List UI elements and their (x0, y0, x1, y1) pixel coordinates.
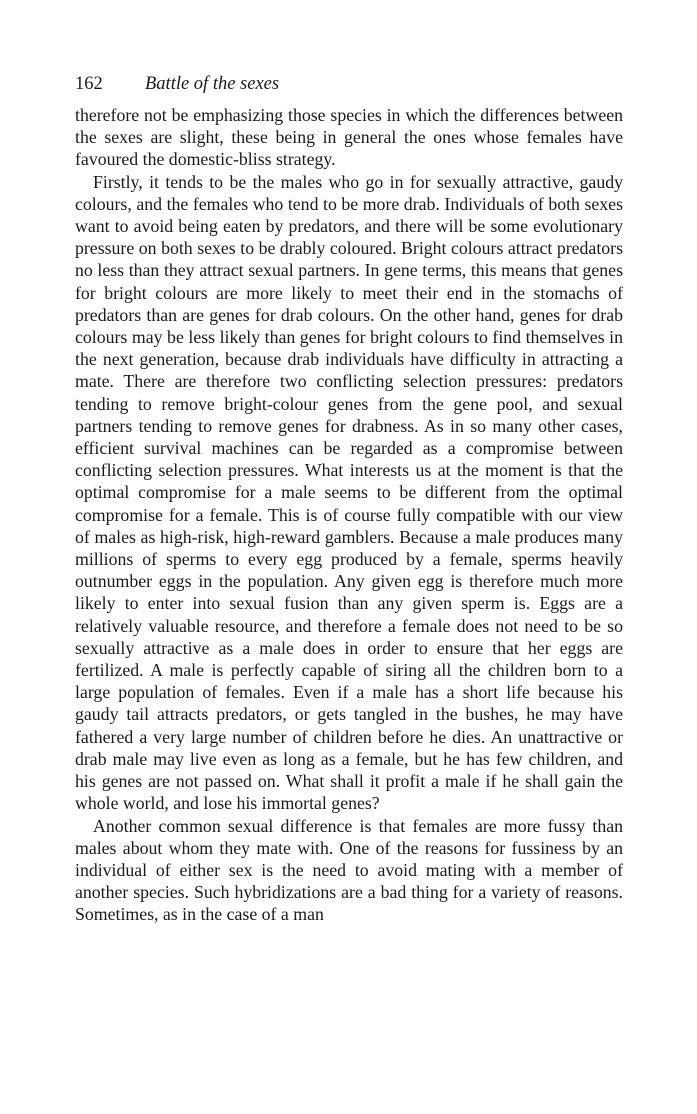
running-title: Battle of the sexes (145, 74, 280, 94)
page-number: 162 (75, 74, 103, 94)
paragraph-continued: therefore not be emphasizing those species in which the differences between the sexes are slight, these being in general the ones whose females have favoured the domestic-bliss strategy. (75, 105, 623, 170)
paragraph-fussiness: Another common sexual difference is that females are more fussy than males about whom they mate with. One of the reasons for fussiness by an individual of either sex is the need to avoid mating with a member of another species. Such hybridizations are a bad thing for a variety of reasons. Sometimes, as in the case of a man (75, 815, 623, 925)
body-text (75, 104, 623, 926)
running-head (75, 64, 623, 104)
paragraph-colours: Firstly, it tends to be the males who go in for sexually attractive, gaudy colours, and the females who tend to be more drab. Individuals of both sexes want to avoid being eaten by predators, and there will be some evolutionary pressure on both sexes to be drably coloured. Bright colours attract predators no less than they attract sexual partners. In gene terms, this means that genes for bright colours are more likely to meet their end in the stomachs of predators than are genes for drab colours. On the other hand, genes for drab colours may be less likely than genes for bright colours to find themselves in the next generation, because drab individuals have difficulty in attracting a mate. There are therefore two conflicting selection pressures: predators tending to remove bright-colour genes from the gene pool, and sexual partners tending to remove genes for drabness. As in so many other cases, efficient survival machines can be regarded as a compromise between conflicting selection pressures. What interests us at the moment is that the optimal compromise for a male seems to be different from the optimal compromise for a female. This is of course fully compatible with our view of males as high-risk, high-reward gamblers. Because a male produces many millions of sperms to every egg produced by a female, sperms heavily outnumber eggs in the population. Any given egg is therefore much more likely to enter into sexual fusion than any given sperm is. Eggs are a relatively valuable resource, and therefore a female does not need to be so sexually attractive as a male does in order to ensure that her eggs are fertilized. A male is perfectly capable of siring all the children born to a large population of females. Even if a male has a short life because his gaudy tail attracts predators, or gets tangled in the bushes, he may have fathered a very large number of children before he dies. An unattractive or drab male may live even as long as a female, but he has few children, and his genes are not passed on. What shall it profit a male if he shall gain the whole world, and lose his immortal genes? (75, 171, 623, 814)
book-page (75, 64, 623, 926)
